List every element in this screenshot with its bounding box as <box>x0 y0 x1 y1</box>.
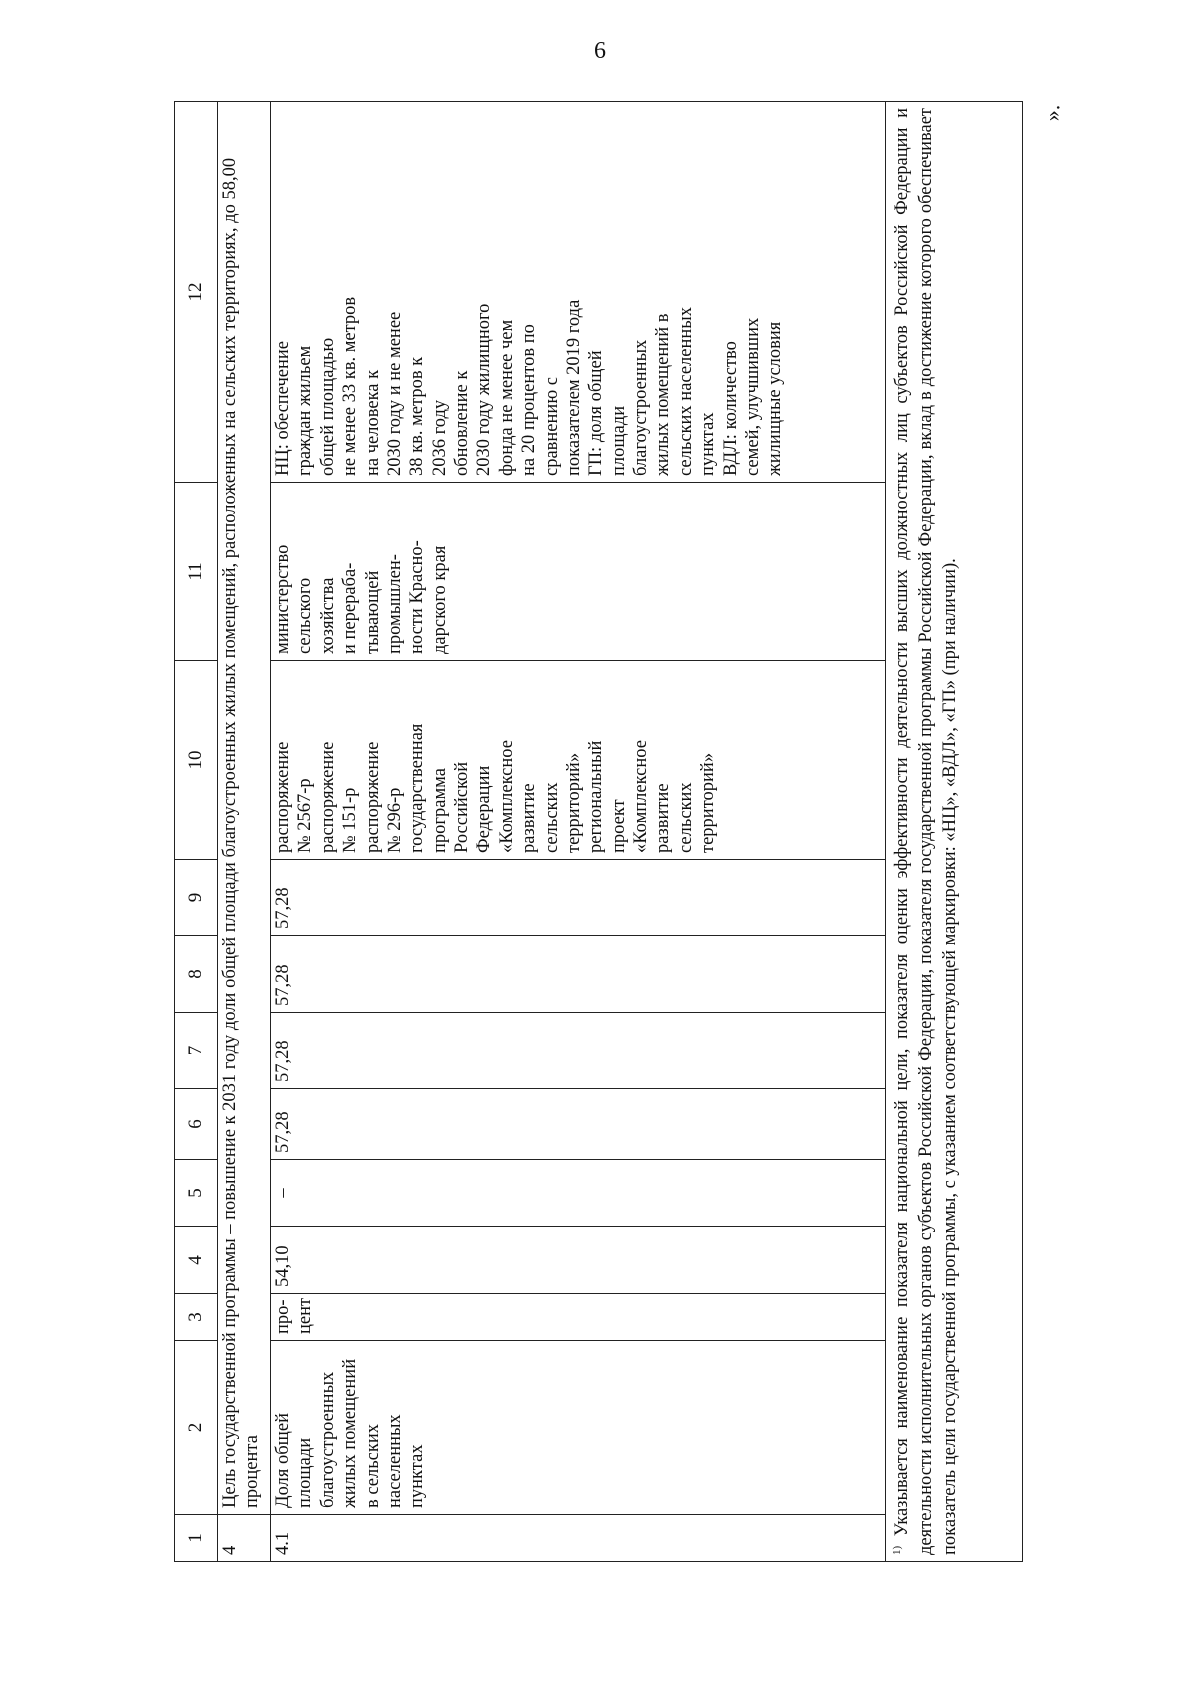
column-number: 9 <box>175 860 218 936</box>
goal-row-number: 4 <box>218 1515 271 1562</box>
closing-quote: ». <box>1039 104 1065 122</box>
value-col8: 57,28 <box>271 936 886 1013</box>
value-col9: 57,28 <box>271 860 886 936</box>
column-number: 5 <box>175 1160 218 1227</box>
indicator-row <box>271 102 886 1562</box>
column-number: 4 <box>175 1227 218 1294</box>
footnote-marker: 1) <box>891 1545 903 1555</box>
column-number: 6 <box>175 1089 218 1160</box>
column-number: 1 <box>175 1515 218 1562</box>
footnote <box>886 102 1023 1562</box>
column-number: 11 <box>175 483 218 661</box>
value-col7: 57,28 <box>271 1013 886 1089</box>
value-col5: – <box>271 1160 886 1227</box>
base-value: 54,10 <box>271 1227 886 1294</box>
goal-row <box>218 102 271 1562</box>
column-number: 12 <box>175 102 218 483</box>
indicators-table <box>174 101 1023 1562</box>
goal-linkage: НЦ: обеспечение граждан жильем общей площадью не менее 33 кв. метров на человека к 2030 году и не менее 38 кв. метров к 2036 году обновление к 2030 году жилищного фонда не менее чем на 20 процентов по сравнению с показателем 2019 года ГП: доля общей площади благоустроенных жилых помещений в сельских населенных пунктах ВДЛ: количество семей, улучшивших жилищные условия <box>271 102 886 483</box>
column-number-row <box>175 102 218 1562</box>
responsible-body: министерство сельского хозяйства и перераба- тывающей промышлен- ности Красно- дарского края <box>271 483 886 661</box>
normative-documents: распоряжение № 2567-р распоряжение № 151-р распоряжение № 296-р государственная программа Российской Федерации «Комплексное развитие сельских территорий» региональный проект «Комплексное развитие сельских территорий» <box>271 661 886 860</box>
indicator-number: 4.1 <box>271 1515 886 1562</box>
value-col6: 57,28 <box>271 1089 886 1160</box>
column-number: 2 <box>175 1341 218 1515</box>
column-number: 3 <box>175 1294 218 1341</box>
column-number: 8 <box>175 936 218 1013</box>
footnote-text: Указывается наименование показателя национальной цели, показателя оценки эффективности деятельности высших должностных лиц субъектов Российской Федерации и деятельности исполнительных органов субъектов Российской Федерации, показателя государственной программы Российской Федерации, вклад в достижение которого обеспечивает показатель цели государственной программы, с указанием соответствующей маркировки: «НЦ», «ВДЛ», «ГП» (при наличии). <box>892 108 961 1555</box>
indicator-unit: про- цент <box>271 1294 886 1341</box>
column-number: 10 <box>175 661 218 860</box>
footnote-row <box>886 102 1023 1562</box>
page-number: 6 <box>594 38 606 64</box>
rotated-table-container <box>174 108 1044 1562</box>
indicator-name: Доля общей площади благоустроенных жилых помещений в сельских населенных пунктах <box>271 1341 886 1515</box>
goal-text: Цель государственной программы – повышение к 2031 году доли общей площади благоустроенных жилых помещений, расположенных на сельских территориях, до 58,00 процента <box>218 102 271 1515</box>
column-number: 7 <box>175 1013 218 1089</box>
